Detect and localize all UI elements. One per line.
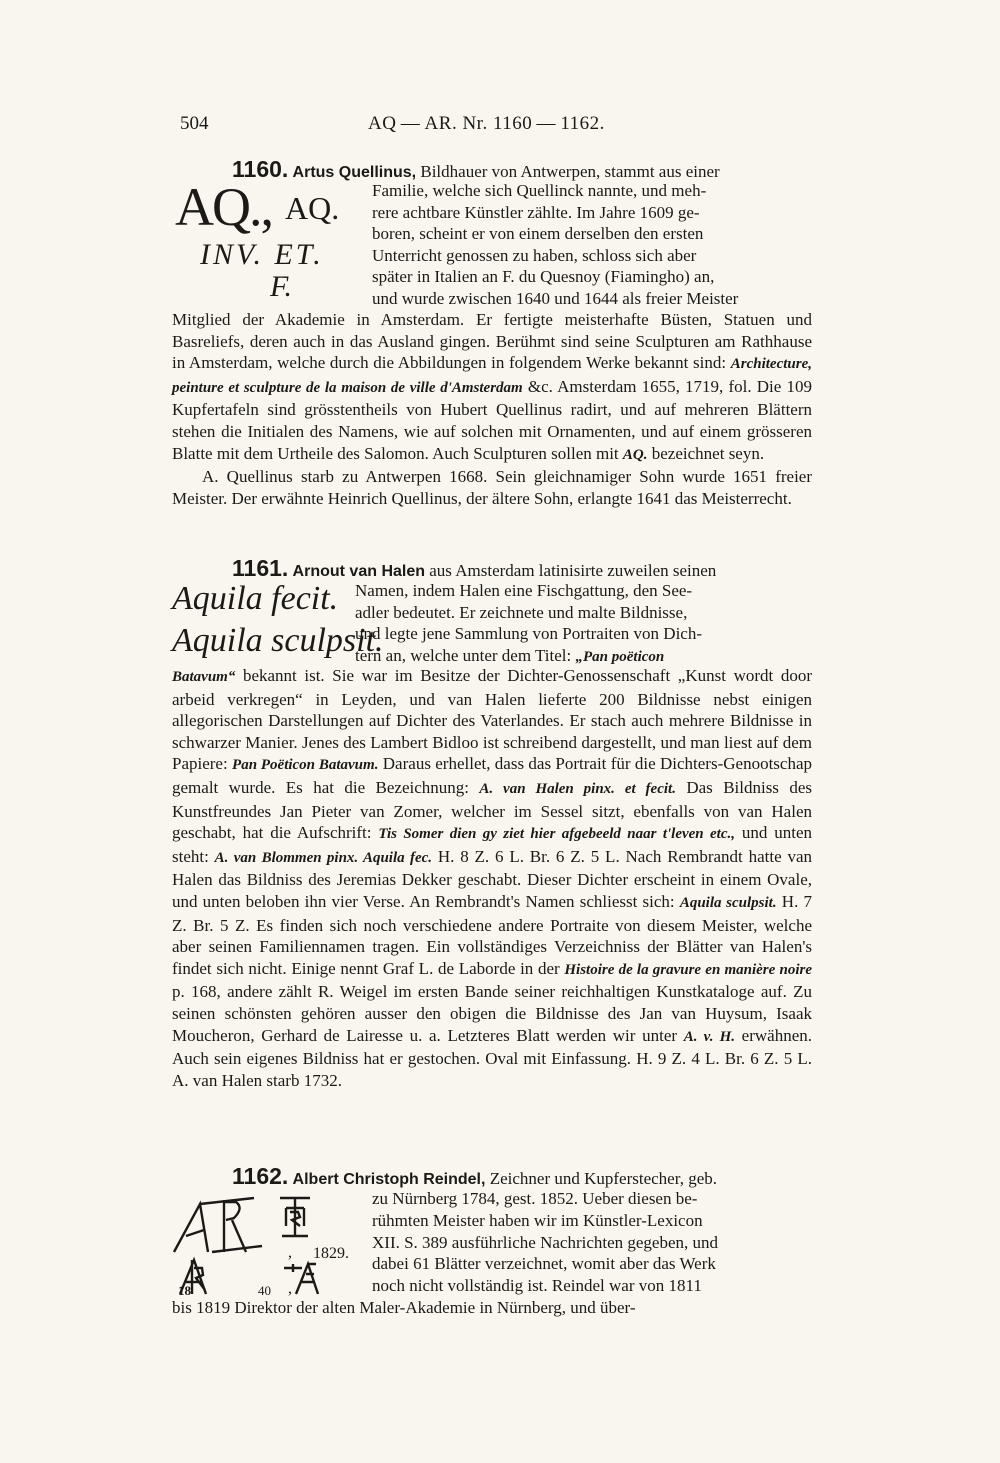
body-text: bezeichnet seyn.	[651, 443, 765, 463]
wrap-block	[372, 180, 812, 309]
body-text: erwähnen. Auch sein eigenes Bildniss hat er gestochen. Oval mit Einfassung. H. 9 Z. 4 L. Br. 6 Z. 5 L. A. van Halen starb 1732.	[172, 1025, 813, 1090]
monogram-aquila-fecit: Aquila fecit.	[172, 580, 339, 617]
body-text: &c. Amsterdam 1655, 1719, fol. Die 109 Kupfertafeln sind grösstentheils von Hubert Quellinus radirt, und auf mehreren Blättern stehen die Initialen des Namens, wie auf solchen mit Ornamenten, und auf einem grösseren Blatte mit dem Urtheile des Salomon. Auch Sculpturen sollen mit	[172, 376, 812, 463]
italic-title: Aquila sculpsit.	[679, 894, 777, 911]
wrap-line: rühmten Meister haben wir im Künstler-Lexicon	[372, 1210, 703, 1230]
wrap-line: und wurde zwischen 1640 und 1644 als freier Meister	[372, 288, 739, 308]
artist-name: Albert Christoph Reindel,	[292, 1171, 486, 1188]
body-text: H. 7 Z. Br. 5 Z. Es finden sich noch verschiedene andere Portraite von diesem Meister, welche aber seinen Familiennamen tragen. Ein vollständiges Verzeichniss der Blätter van Halen's findet sich nicht. Einige nennt Graf L. de Laborde in der	[172, 891, 813, 978]
wrap-line: boren, scheint er von einem derselben den ersten	[372, 224, 704, 243]
italic-mark: AQ.	[622, 446, 648, 463]
artist-name: Artus Quellinus,	[292, 164, 417, 181]
monogram-aq-large: AQ.,	[175, 177, 272, 237]
wrap-line: dabei 61 Blätter verzeichnet, womit aber das Werk	[372, 1254, 716, 1274]
body-text: bekannt ist. Sie war im Besitze der Dichter-Genossenschaft „Kunst wordt door arbeid verkregen“ in Leyden, und van Halen lieferte 200 Bildnisse nebst einigen allegorischen Darstellungen auf Dichter des Vaterlandes. Er stach auch mehrere Bildnisse in schwarzer Manier. Jenes des Lambert Bidloo ist schreibend dargestellt, und man liest auf dem Papiere:	[172, 666, 812, 774]
wrap-line: Familie, welche sich Quellinck nannte, und meh-	[372, 181, 707, 200]
monogram-number-18: 18	[178, 1283, 191, 1298]
italic-title: „Pan poëticon	[575, 648, 665, 665]
body-text: p. 168, andere zählt R. Weigel im ersten Bande seiner reichhaltigen Kunstkataloge auf. Zu seinen schönsten gehören ausser den obigen die Bildnisse des Jan van Huysum, Isaak Moucheron, Gerhard de Lairesse u. a. Letzteres Blatt werden wir unter	[172, 982, 812, 1045]
wrap-line: Bildhauer von Antwerpen, stammt aus einer	[420, 162, 720, 181]
wrap-line: Zeichner und Kupferstecher, geb.	[489, 1169, 718, 1188]
monogram-comma: ,	[288, 1280, 292, 1297]
monogram-number-40: 40	[258, 1283, 271, 1298]
wrap-line: aus Amsterdam latinisirte zuweilen seinen	[429, 561, 717, 580]
artist-name: Arnout van Halen	[292, 563, 426, 580]
monogram-comma: ,	[288, 1244, 292, 1261]
wrap-line: noch nicht vollständig ist. Reindel war von 1811	[372, 1276, 702, 1296]
italic-title: Tis Somer dien gy ziet hier afgebeeld naar t'leven etc.,	[378, 826, 735, 843]
entry-number: 1162.	[232, 1163, 289, 1189]
entry-body	[172, 665, 812, 1091]
body-text: Daraus erhellet, dass das Portrait für die Dichters-Genootschap gemalt wurde. Es hat die Bezeichnung:	[172, 754, 812, 797]
italic-title: A. van Halen pinx. et fecit.	[479, 780, 676, 797]
paragraph: A. Quellinus starb zu Antwerpen 1668. Sein gleichnamiger Sohn wurde 1651 freier Meister. Der erwähnte Heinrich Quellinus, der ältere Sohn, erlangte 1641 das Meisterrecht.	[172, 467, 812, 508]
wrap-line: adler bedeutet. Er zeichnete und malte Bildnisse,	[355, 602, 688, 622]
italic-title: Architecture, peinture et sculpture de la maison de ville d'Amsterdam	[172, 356, 812, 396]
monogram-aq-small: AQ.	[285, 190, 340, 226]
body-text: Das Bildniss des Kunstfreundes Jan Pieter van Zomer, welcher im Sessel sitzt, ebenfalls von van Halen geschabt, hat die Aufschrift:	[172, 777, 812, 843]
wrap-line: XII. S. 389 ausführliche Nachrichten gegeben, und	[372, 1232, 719, 1252]
monogram-f: F.	[270, 270, 292, 303]
italic-title: A. v. H.	[683, 1028, 736, 1045]
wrap-line: Unterricht genossen zu haben, schloss sich aber	[372, 245, 697, 265]
wrap-line: tern an, welche unter dem Titel:	[355, 645, 572, 665]
wrap-line: später in Italien an F. du Quesnoy (Fiamingho) an,	[372, 267, 715, 286]
monogram-inv-et: INV. ET.	[200, 238, 324, 271]
wrap-line: rere achtbare Künstler zählte. Im Jahre 1609 ge-	[372, 202, 700, 222]
italic-title: Pan Poëticon Batavum.	[232, 757, 379, 774]
italic-title: Batavum“	[172, 669, 236, 685]
entry-body	[172, 309, 812, 509]
wrap-block	[372, 1188, 812, 1297]
body-text: und unten steht:	[172, 823, 812, 866]
bleed-through-text	[0, 10, 1000, 80]
wrap-line: Namen, indem Halen eine Fischgattung, den See-	[355, 581, 693, 600]
body-text: Mitglied der Akademie in Amsterdam. Er fertigte meisterhafte Büsten, Statuen und Basreliefs, deren auch in das Ausland gingen. Berühmt sind seine Sculpturen am Rathhause in Amsterdam, welche durch die Abbildungen in folgendem Werke bekannt sind:	[172, 310, 812, 373]
monogram-aquila-sculpsit: Aquila sculpsit.	[172, 622, 384, 659]
wrap-line: und legte jene Sammlung von Portraiten von Dich-	[355, 624, 703, 643]
body-text: H. 8 Z. 6 L. Br. 6 Z. 5 L. Nach Rembrandt hatte van Halen das Bildniss des Jeremias Dekker geschabt. Dieser Dichter erscheint in einem Ovale, und unten beloben ihn vier Verse. An Rembrandt's Namen schliesst sich:	[172, 846, 812, 911]
wrap-block	[355, 580, 812, 668]
italic-title: Histoire de la gravure en manière noire	[564, 961, 812, 978]
last-line: bis 1819 Direktor der alten Maler-Akademie in Nürnberg, und über-	[172, 1298, 636, 1317]
monogram-year-1829: 1829.	[313, 1245, 349, 1262]
running-head	[150, 113, 850, 143]
entry-number: 1161.	[232, 555, 289, 581]
wrap-line: zu Nürnberg 1784, gest. 1852. Ueber diesen be-	[372, 1189, 698, 1208]
italic-title: A. van Blommen pinx. Aquila fec.	[214, 849, 433, 866]
entry-number: 1160.	[232, 156, 289, 182]
page-number: 504	[180, 113, 209, 134]
page-heading: AQ — AR. Nr. 1160 — 1162.	[368, 113, 605, 134]
